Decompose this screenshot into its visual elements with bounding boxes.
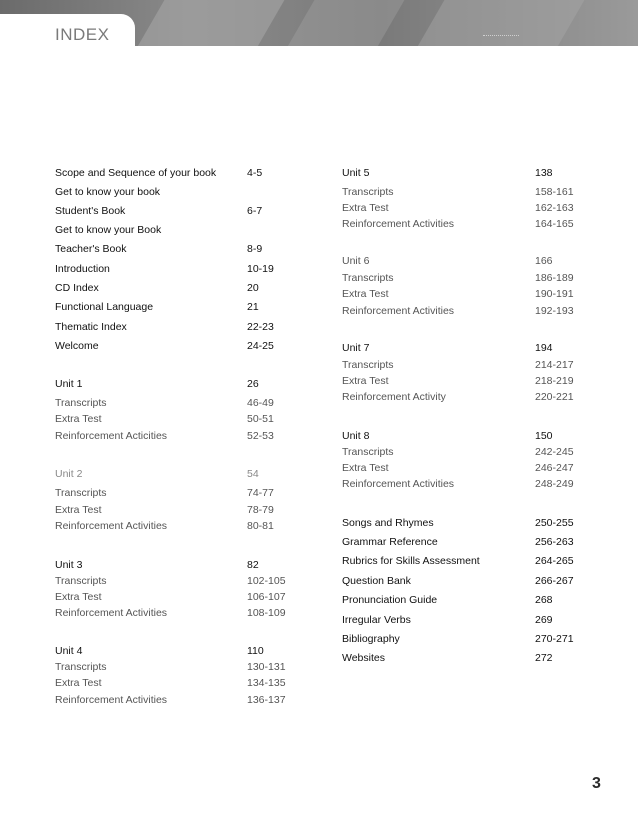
entry-title: Welcome: [55, 340, 99, 352]
entry-page-range: 6-7: [247, 205, 263, 217]
entry-title: Pronunciation Guide: [342, 594, 438, 606]
entry-page-range: 246-247: [535, 462, 574, 474]
entry-page-range: 24-25: [247, 340, 274, 352]
entry-page-range: 134-135: [247, 677, 286, 689]
entry-title: Functional Language: [55, 301, 154, 313]
entry-page-range: 220-221: [535, 391, 574, 403]
entry-page-range: 190-191: [535, 288, 574, 300]
entry-title: Irregular Verbs: [342, 614, 411, 626]
entry-page-range: 110: [247, 645, 264, 657]
entry-page-range: 194: [535, 342, 553, 354]
entry-title: Extra Test: [342, 462, 389, 474]
entry-page-range: 158-161: [535, 186, 574, 198]
entry-page-range: 136-137: [247, 694, 286, 706]
entry-title: Transcripts: [342, 186, 394, 198]
entry-page-range: 162-163: [535, 202, 574, 214]
entry-title: Extra Test: [342, 202, 389, 214]
entry-title: Reinforcement Activities: [55, 520, 168, 532]
entry-title: Extra Test: [55, 504, 102, 516]
entry-title: Websites: [342, 652, 385, 664]
entry-page-range: 106-107: [247, 591, 286, 603]
entry-title: Reinforcement Activities: [342, 218, 455, 230]
entry-title: CD Index: [55, 282, 99, 294]
entry-page-range: 102-105: [247, 575, 286, 587]
entry-page-range: 82: [247, 559, 259, 571]
entry-page-range: 248-249: [535, 478, 574, 490]
entry-title: Introduction: [55, 263, 110, 275]
entry-page-range: 218-219: [535, 375, 574, 387]
entry-page-range: 20: [247, 282, 259, 294]
entry-page-range: 264-265: [535, 555, 574, 567]
entry-page-range: 164-165: [535, 218, 574, 230]
entry-title: Transcripts: [342, 272, 394, 284]
entry-page-range: 78-79: [247, 504, 274, 516]
entry-page-range: 22-23: [247, 321, 274, 333]
entry-page-range: 4-5: [247, 167, 263, 179]
entry-title: Unit 4: [55, 645, 83, 657]
entry-title: Question Bank: [342, 575, 411, 587]
entry-page-range: 26: [247, 378, 259, 390]
entry-page-range: 8-9: [247, 243, 263, 255]
entry-page-range: 266-267: [535, 575, 574, 587]
entry-title: Transcripts: [55, 397, 107, 409]
entry-page-range: 272: [535, 652, 553, 664]
entry-title: Transcripts: [55, 661, 107, 673]
entry-title: Rubrics for Skills Assessment: [342, 555, 480, 567]
entry-title: Transcripts: [342, 359, 394, 371]
entry-title: Unit 6: [342, 255, 370, 267]
entry-title: Transcripts: [55, 575, 107, 587]
entry-title: Transcripts: [342, 446, 394, 458]
entry-title: Reinforcement Activities: [342, 478, 455, 490]
entry-page-range: 46-49: [247, 397, 274, 409]
entry-page-range: 270-271: [535, 633, 574, 645]
entry-page-range: 52-53: [247, 430, 274, 442]
entry-page-range: 74-77: [247, 487, 274, 499]
entry-title: Unit 8: [342, 430, 370, 442]
entry-title: Unit 5: [342, 167, 370, 179]
entry-page-range: 268: [535, 594, 553, 606]
page-title: INDEX: [55, 25, 110, 44]
entry-page-range: 150: [535, 430, 553, 442]
left-index-column: [55, 0, 295, 821]
entry-title: Extra Test: [55, 591, 102, 603]
entry-title: Extra Test: [55, 677, 102, 689]
entry-page-range: 80-81: [247, 520, 274, 532]
entry-title: Thematic Index: [55, 321, 127, 333]
entry-page-range: 54: [247, 468, 259, 480]
entry-title: Reinforcement Activity: [342, 391, 446, 403]
entry-page-range: 108-109: [247, 607, 286, 619]
entry-page-range: 10-19: [247, 263, 274, 275]
entry-page-range: 138: [535, 167, 553, 179]
entry-title: Extra Test: [342, 375, 389, 387]
entry-title: Unit 3: [55, 559, 83, 571]
right-index-column: [342, 0, 582, 821]
entry-title: Reinforcement Acticities: [55, 430, 168, 442]
entry-title: Unit 1: [55, 378, 83, 390]
entry-page-range: 269: [535, 614, 553, 626]
entry-title: Unit 2: [55, 468, 83, 480]
entry-title: Bibliography: [342, 633, 400, 645]
entry-title: Teacher's Book: [55, 243, 127, 255]
entry-title: Reinforcement Activities: [55, 607, 168, 619]
entry-title: Extra Test: [342, 288, 389, 300]
entry-title: Songs and Rhymes: [342, 517, 434, 529]
entry-page-range: 192-193: [535, 305, 574, 317]
entry-page-range: 50-51: [247, 413, 274, 425]
entry-title: Scope and Sequence of your book: [55, 167, 217, 179]
entry-title: Get to know your Book: [55, 224, 162, 236]
entry-page-range: 242-245: [535, 446, 574, 458]
entry-page-range: 21: [247, 301, 259, 313]
entry-title: Student's Book: [55, 205, 126, 217]
entry-page-range: 186-189: [535, 272, 574, 284]
entry-page-range: 130-131: [247, 661, 286, 673]
entry-title: Extra Test: [55, 413, 102, 425]
entry-page-range: 250-255: [535, 517, 574, 529]
entry-page-range: 166: [535, 255, 553, 267]
entry-title: Unit 7: [342, 342, 370, 354]
entry-title: Get to know your book: [55, 186, 161, 198]
entry-title: Transcripts: [55, 487, 107, 499]
entry-title: Reinforcement Activities: [342, 305, 455, 317]
page-number: 3: [592, 775, 601, 792]
entry-page-range: 214-217: [535, 359, 574, 371]
entry-title: Grammar Reference: [342, 536, 438, 548]
entry-title: Reinforcement Activities: [55, 694, 168, 706]
entry-page-range: 256-263: [535, 536, 574, 548]
